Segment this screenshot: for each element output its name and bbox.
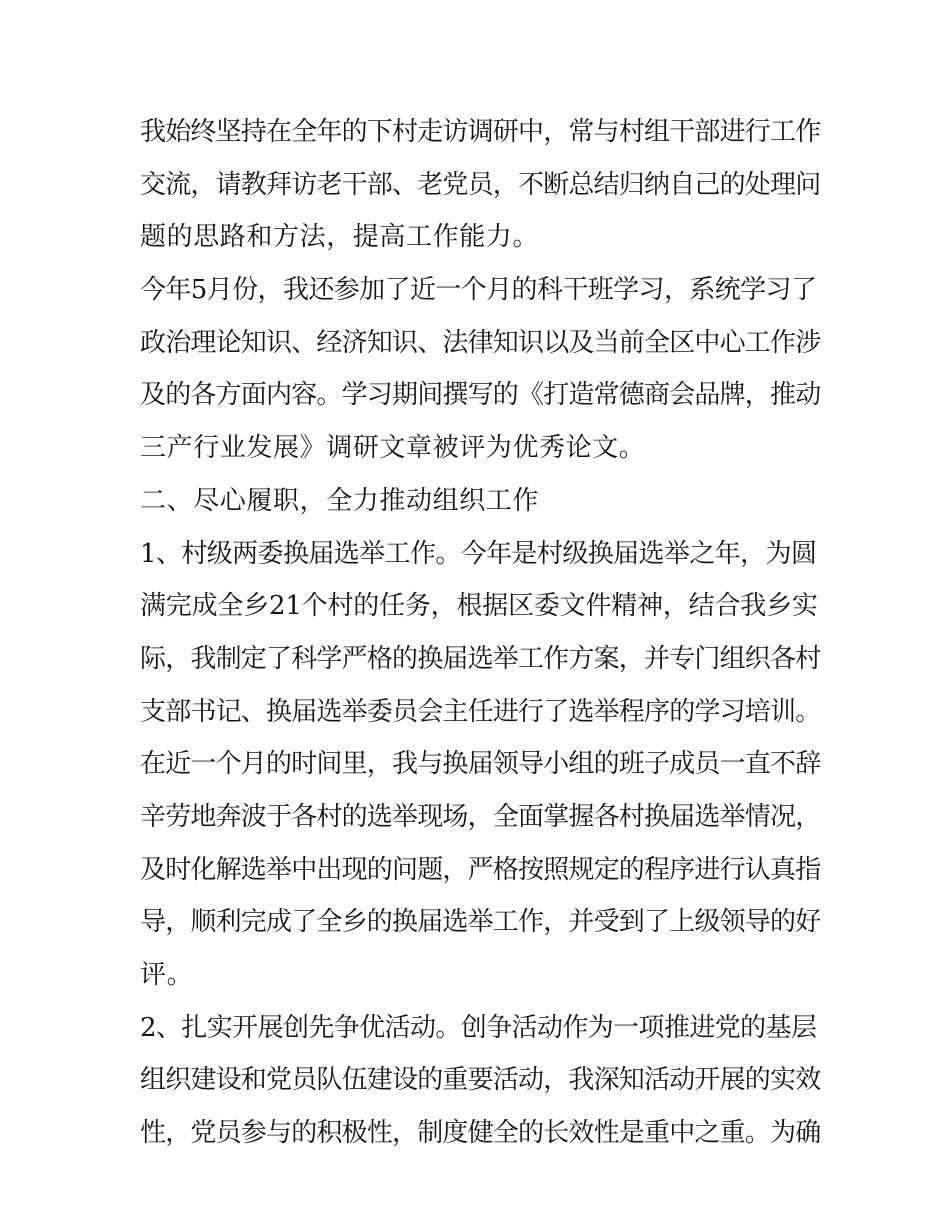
- text-line: 及时化解选举中出现的问题，严格按照规定的程序进行认真指: [140, 854, 821, 885]
- text-line: 满完成全乡21个村的任务，根据区委文件精神，结合我乡实: [140, 591, 818, 622]
- text-line: 及的各方面内容。学习期间撰写的《打造常德商会品牌，推动: [140, 380, 821, 411]
- text-line: 组织建设和党员队伍建设的重要活动，我深知活动开展的实效: [140, 1065, 821, 1096]
- text-line: 2、扎实开展创先争优活动。创争活动作为一项推进党的基层: [140, 1012, 817, 1043]
- document-body: [140, 106, 820, 1160]
- text-line: 我始终坚持在全年的下村走访调研中，常与村组干部进行工作: [140, 117, 821, 147]
- text-line: 交流，请教拜访老干部、老党员，不断总结归纳自己的处理问: [140, 169, 821, 200]
- text-line: 辛劳地奔波于各村的选举现场，全面掌握各村换届选举情况，: [140, 801, 821, 832]
- text-line: 今年5月份，我还参加了近一个月的科干班学习，系统学习了: [140, 275, 817, 306]
- text-line: 导，顺利完成了全乡的换届选举工作，并受到了上级领导的好: [140, 907, 821, 938]
- text-line: 支部书记、换届选举委员会主任进行了选举程序的学习培训。: [140, 696, 821, 727]
- text-line: 在近一个月的时间里，我与换届领导小组的班子成员一直不辞: [140, 749, 821, 780]
- text-line: 1、村级两委换届选举工作。今年是村级换届选举之年，为圆: [140, 538, 817, 569]
- text-line: 性，党员参与的积极性，制度健全的长效性是重中之重。为确: [140, 1118, 821, 1149]
- section-heading: 二、尽心履职，全力推动组织工作: [140, 485, 540, 516]
- text-line: 评。: [140, 960, 194, 990]
- text-line: 三产行业发展》调研文章被评为优秀论文。: [140, 433, 646, 464]
- text-line: 政治理论知识、经济知识、法律知识以及当前全区中心工作涉: [140, 327, 821, 358]
- text-line: 际，我制定了科学严格的换届选举工作方案，并专门组织各村: [140, 643, 821, 674]
- text-line: 题的思路和方法，提高工作能力。: [140, 222, 540, 253]
